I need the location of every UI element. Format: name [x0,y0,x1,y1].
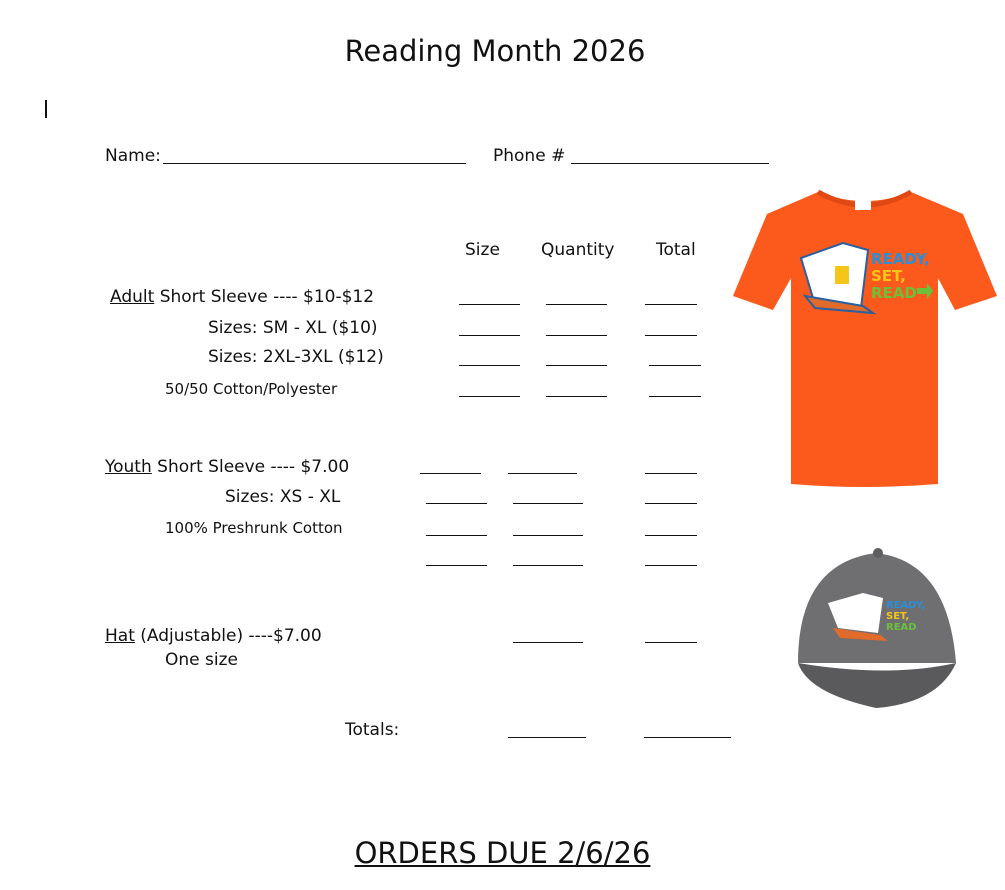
phone-field[interactable] [571,163,769,164]
youth-total-blank[interactable] [645,503,697,504]
hat-total-blank[interactable] [645,642,697,643]
adult-qty-blank[interactable] [546,335,607,336]
youth-size-blank[interactable] [420,473,481,474]
youth-desc: Short Sleeve ---- $7.00 [157,457,350,477]
youth-label: Youth [105,457,152,477]
youth-total-blank[interactable] [645,535,697,536]
svg-text:READY,: READY, [871,250,930,268]
hat-label: Hat [105,626,135,646]
hat-title [105,626,322,646]
hat-desc: (Adjustable) ----$7.00 [140,626,322,646]
youth-qty-blank[interactable] [513,565,583,566]
adult-material: 50/50 Cotton/Polyester [165,380,338,398]
totals-amount-blank[interactable] [644,737,731,738]
adult-label: Adult [110,287,155,307]
page-title: Reading Month 2026 [344,34,646,68]
youth-size-blank[interactable] [426,535,487,536]
adult-qty-blank[interactable] [546,396,607,397]
header-total: Total [656,240,696,260]
svg-text:READY,: READY, [886,600,926,611]
adult-total-blank[interactable] [649,396,701,397]
svg-text:SET,: SET, [886,611,910,622]
adult-total-blank[interactable] [645,304,697,305]
text-cursor [45,100,47,118]
youth-qty-blank[interactable] [513,535,583,536]
header-quantity: Quantity [541,240,615,260]
youth-total-blank[interactable] [645,473,697,474]
youth-title [105,457,349,477]
hat-image [788,543,963,718]
adult-qty-blank[interactable] [546,304,607,305]
adult-size-blank[interactable] [459,335,520,336]
header-size: Size [465,240,500,260]
adult-desc: Short Sleeve ---- $10-$12 [159,287,375,307]
svg-text:READ: READ [886,622,917,633]
totals-qty-blank[interactable] [508,737,586,738]
orders-due: ORDERS DUE 2/6/26 [354,836,651,870]
hat-qty-blank[interactable] [513,642,583,643]
phone-label: Phone # [493,146,566,166]
youth-size-blank[interactable] [426,565,487,566]
youth-material: 100% Preshrunk Cotton [165,519,343,537]
hat-size: One size [165,650,238,670]
svg-text:READ: READ [871,284,917,302]
adult-size-blank[interactable] [459,304,520,305]
totals-label: Totals: [345,720,400,740]
adult-total-blank[interactable] [649,365,701,366]
youth-total-blank[interactable] [645,565,697,566]
adult-total-blank[interactable] [645,335,697,336]
adult-title [110,287,374,307]
adult-size-blank[interactable] [459,396,520,397]
name-label: Name: [105,146,161,166]
adult-sizes-2: Sizes: 2XL-3XL ($12) [208,347,384,367]
tshirt-image [733,188,998,488]
youth-sizes: Sizes: XS - XL [225,487,341,507]
youth-qty-blank[interactable] [513,503,583,504]
adult-qty-blank[interactable] [546,365,607,366]
name-field[interactable] [163,163,466,164]
youth-size-blank[interactable] [426,503,487,504]
youth-qty-blank[interactable] [508,473,577,474]
adult-sizes-1: Sizes: SM - XL ($10) [208,318,378,338]
adult-size-blank[interactable] [459,365,520,366]
svg-text:SET,: SET, [871,267,906,285]
